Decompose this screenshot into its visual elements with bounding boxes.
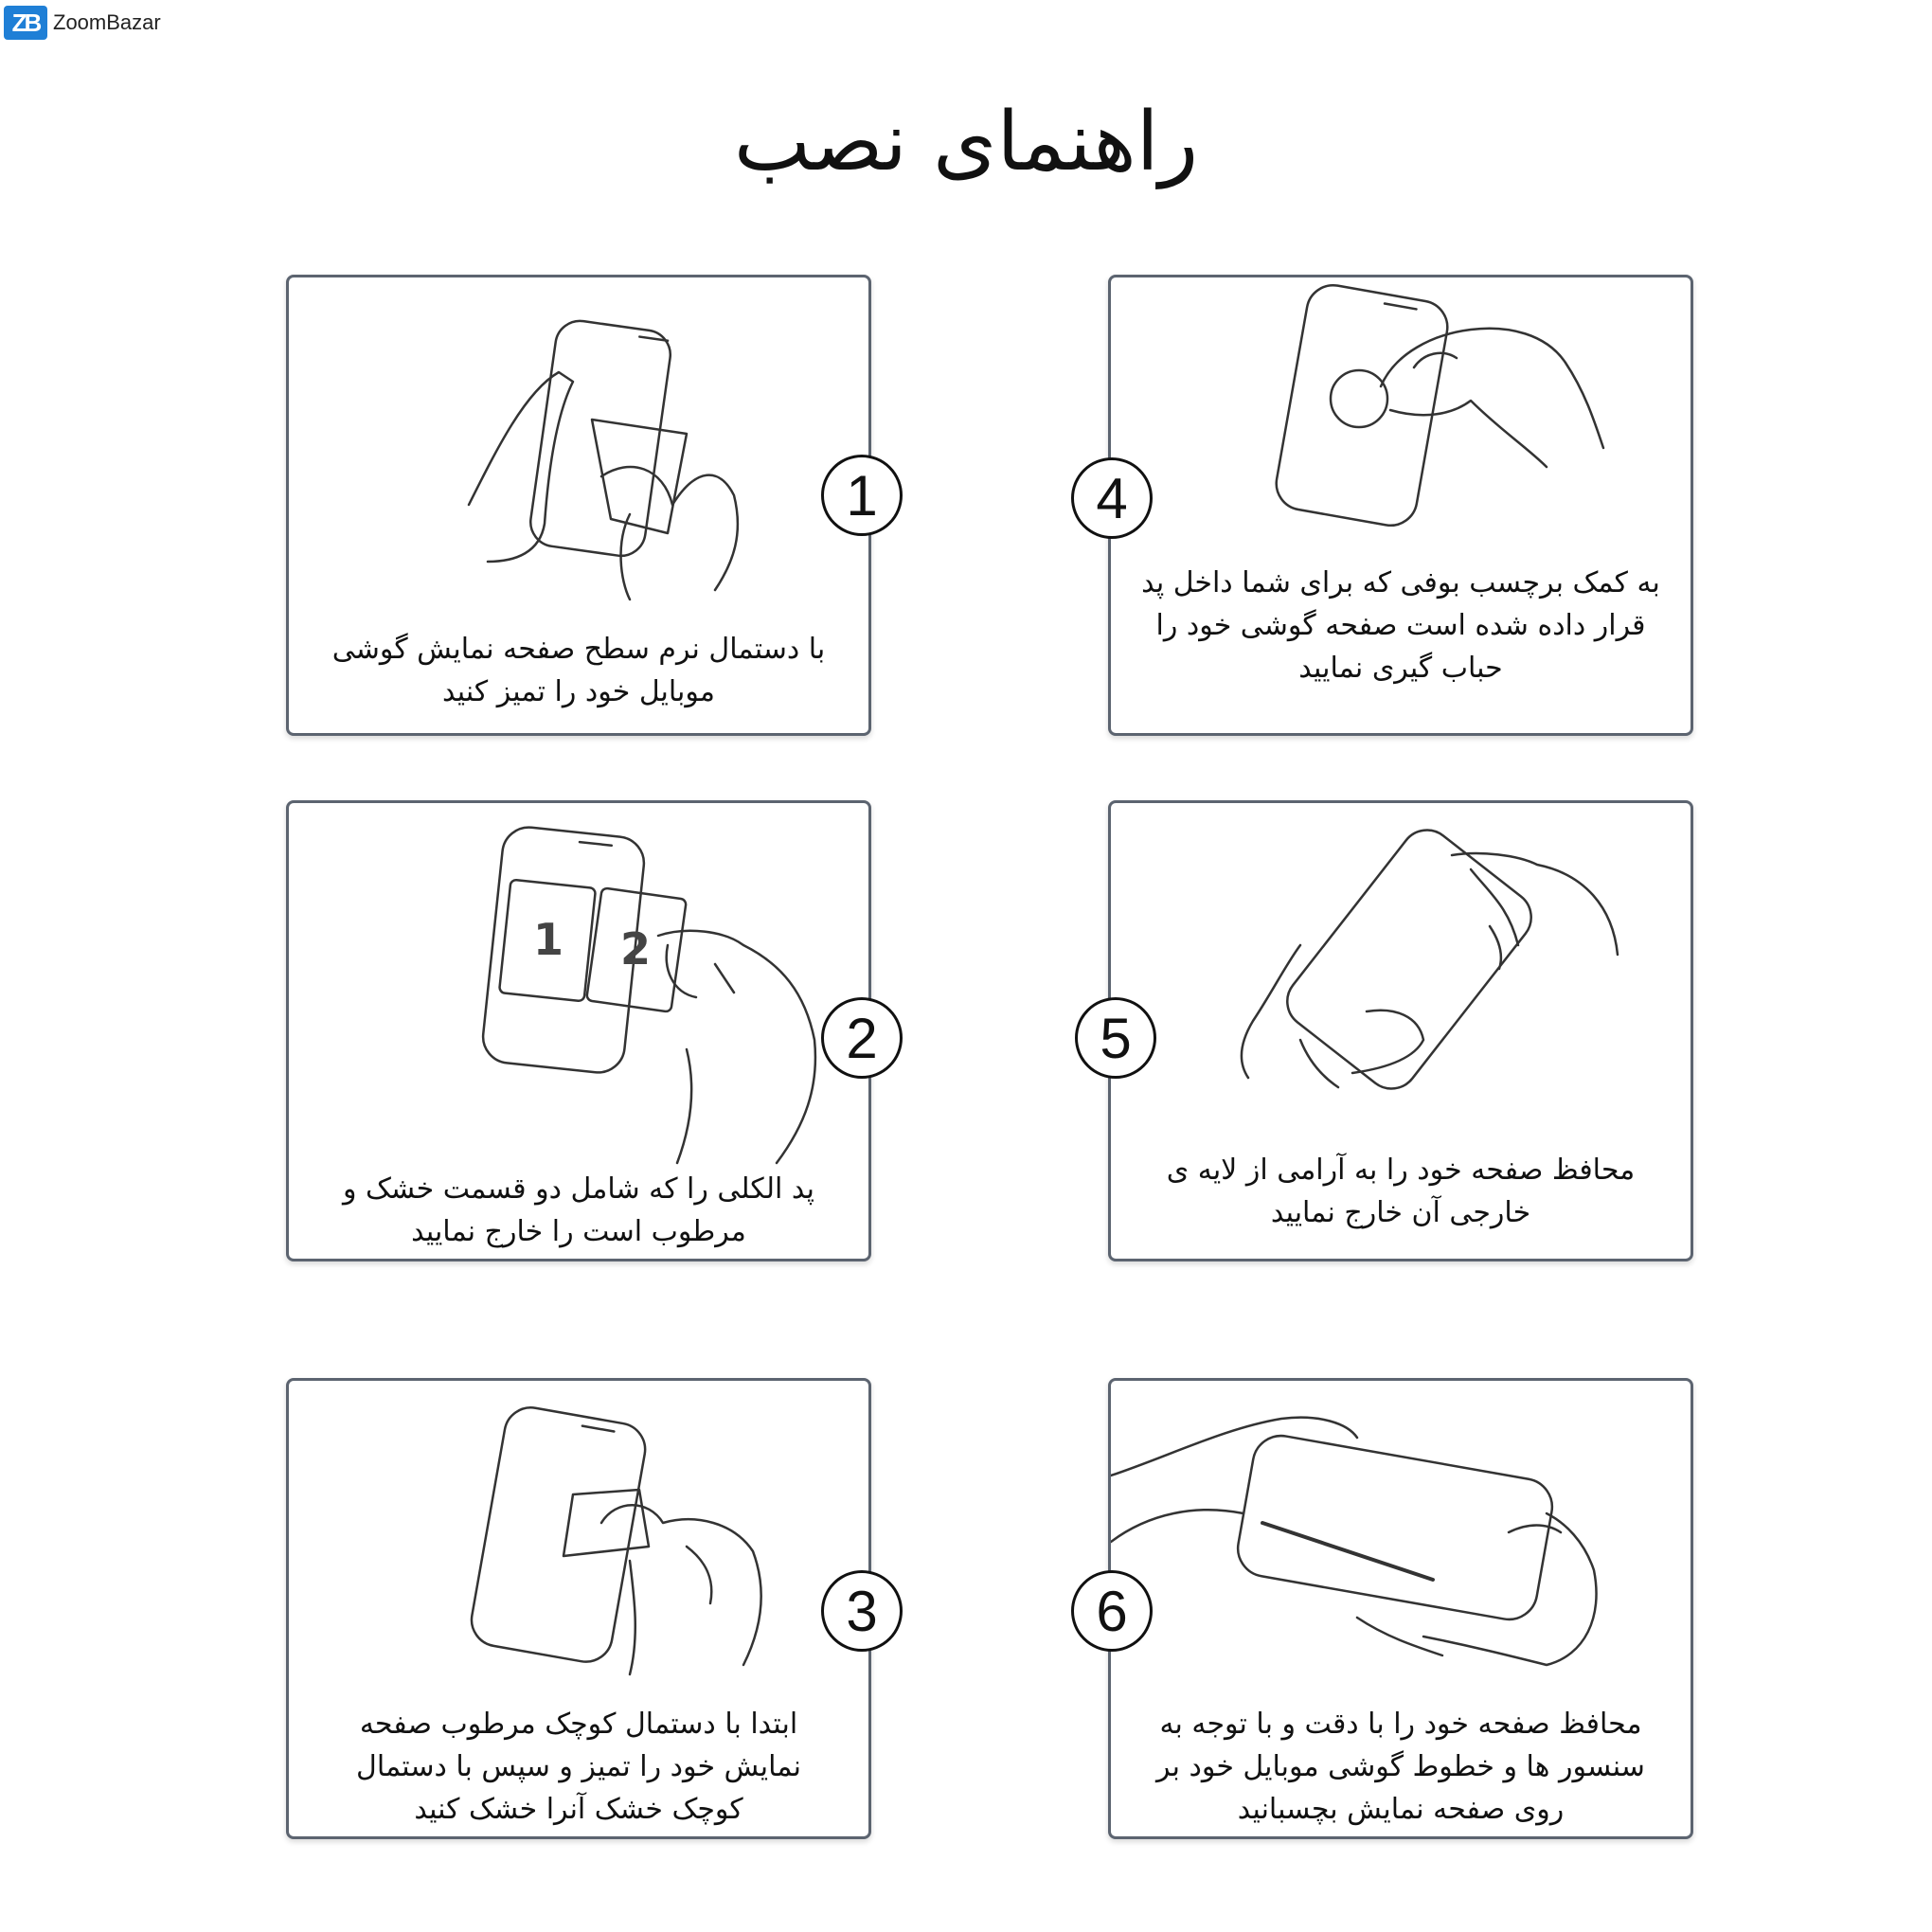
brand-logo xyxy=(4,6,161,40)
step-card-5 xyxy=(1100,800,1693,1261)
brand-name: ZoomBazar xyxy=(53,10,161,34)
step-text-4: به کمک برچسب بوفی که برای شما داخل پد قرار داده شده است صفحه گوشی خود را حباب گیری نمایید xyxy=(1141,566,1660,685)
step-number-3: 3 xyxy=(821,1570,903,1652)
step-number-2: 2 xyxy=(821,997,903,1079)
svg-text:2: 2 xyxy=(620,923,652,975)
step-card-2 xyxy=(286,800,878,1261)
step-number-1: 1 xyxy=(821,455,903,536)
step-number-6: 6 xyxy=(1071,1570,1153,1652)
step-number-5: 5 xyxy=(1075,997,1156,1079)
page-title: راهنمای نصب xyxy=(733,95,1199,189)
logo-mark: ZB xyxy=(4,6,47,40)
step-card-4 xyxy=(1096,275,1693,736)
step-text-1: با دستمال نرم سطح صفحه نمایش گوشی موبایل خود را تمیز کنید xyxy=(331,633,826,708)
step-card-3 xyxy=(286,1378,878,1839)
step-card-1 xyxy=(286,275,878,736)
step-number-4: 4 xyxy=(1071,457,1153,539)
step-text-2: پد الکلی را که شامل دو قسمت خشک و مرطوب است را خارج نمایید xyxy=(342,1172,815,1248)
step-text-3: ابتدا با دستمال کوچک مرطوب صفحه نمایش خود را تمیز و سپس با دستمال کوچک خشک آنرا خشک کنید xyxy=(356,1708,801,1826)
step-text-5: محافظ صفحه خود را به آرامی از لایه ی خارجی آن خارج نمایید xyxy=(1166,1154,1636,1229)
svg-text:1: 1 xyxy=(533,914,564,965)
step-card-6 xyxy=(1096,1378,1693,1839)
step-text-6: محافظ صفحه خود را با دقت و با توجه به سنسور ها و خطوط گوشی موبایل خود بر روی صفحه نمایش بچسبانید xyxy=(1156,1708,1645,1826)
